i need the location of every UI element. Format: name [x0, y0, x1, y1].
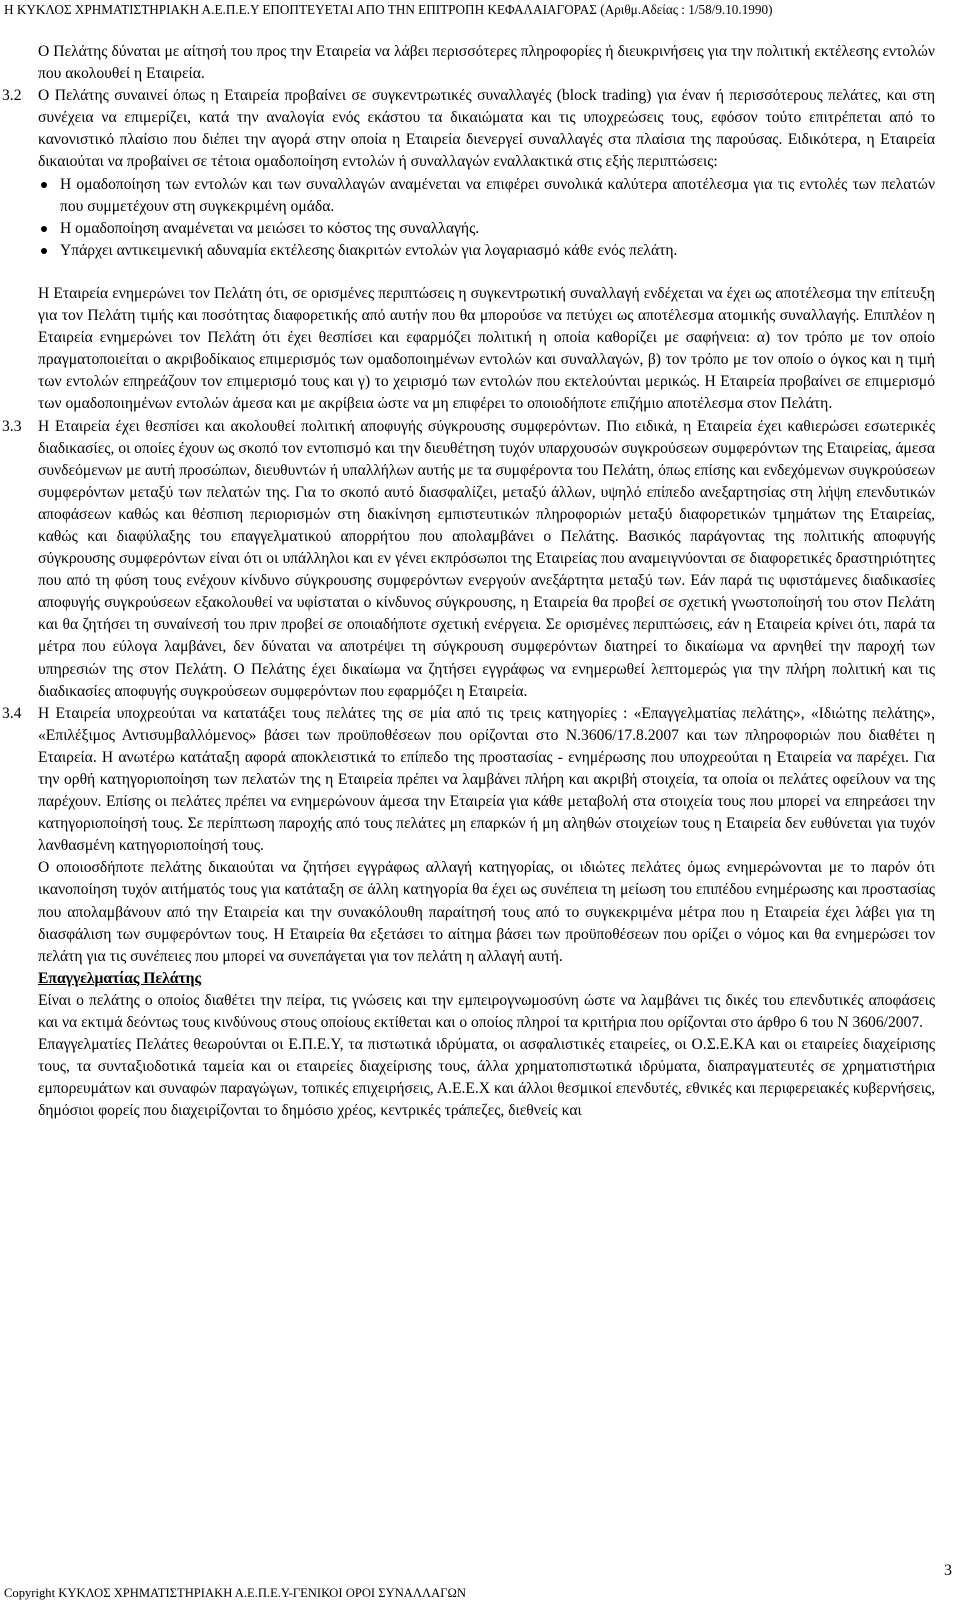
- section-paragraph: Η Εταιρεία έχει θεσπίσει και ακολουθεί πολιτική αποφυγής σύγκρουσης συμφερόντων. Πιο ειδικά, η Εταιρεία έχει καθιερώσει εσωτερικές διαδικασίες, οι οποίες έχουν ως σκοπό τον εντοπισμό και την διευθέτηση τυχόν υπαρχουσών συγκρούσεων συμφερόντων της Εταιρείας, άμεσα συνδεόμενων με αυτή προσώπων, διευθυντών ή υπαλλήλων αυτής με τα συμφέροντα του Πελάτη, όπως επίσης και ενδεχόμενων συγκρούσεων συμφερόντων μεταξύ των πελατών της. Για το σκοπό αυτό διασφαλίζει, μεταξύ άλλων, υψηλό επίπεδο ανεξαρτησίας στη λήψη επενδυτικών αποφάσεων καθώς και θέσπιση περιορισμών στη διακίνηση εμπιστευτικών πληροφοριών μεταξύ διαφορετικών τμημάτων της Εταιρείας, καθώς και διαφύλαξης του επαγγελματικού απορρήτου που απολαμβάνει ο Πελάτης. Βασικός παράγοντας της πολιτικής αποφυγής σύγκρουσης συμφερόντων είναι ότι οι υπάλληλοι και εν γένει εκπρόσωποι της Εταιρείας που αναμειγνύονται σε διαφορετικές δραστηριότητες που από τη φύση τους ενέχουν κίνδυνο σύγκρουσης συμφερόντων ενεργούν ανεξάρτητα μεταξύ των. Εάν παρά τις υφιστάμενες διαδικασίες αποφυγής συγκρούσεων εξακολουθεί να υφίσταται ο κίνδυνος σύγκρουσης, η Εταιρεία θα προβεί σε σχετική γνωστοποίησή του στον Πελάτη και θα ζητήσει τη συναίνεσή του πριν προβεί σε οποιαδήποτε σχετική ενέργεια. Σε ορισμένες περιπτώσεις, εάν η Εταιρεία κρίνει ότι, παρά τα μέτρα που εύλογα λαμβάνει, δεν δύναται να αποτρέψει τη σύγκρουση συμφερόντων διατηρεί το δικαίωμα να αρνηθεί την παροχή των υπηρεσιών της στον Πελάτη. Ο Πελάτης έχει δικαίωμα να ζητήσει εγγράφως να ενημερωθεί λεπτομερώς για την πλήρη πολιτική και τις διαδικασίες αποφυγής συγκρούσεων συμφερόντων που εφαρμόζει η Εταιρεία.: [38, 417, 935, 700]
- section-paragraph: Η Εταιρεία ενημερώνει τον Πελάτη ότι, σε ορισμένες περιπτώσεις η συγκεντρωτική συναλλαγή ενδέχεται να έχει ως αποτέλεσμα την επίτευξη για τον Πελάτη τιμής και ποσότητας διαφορετικής από αυτήν που θα μπορούσε να πετύχει ως αποτέλεσμα ατομικής συναλλαγής. Επιπλέον η Εταιρεία ενημερώνει τον Πελάτη ότι έχει θεσπίσει και εφαρμόζει πολιτική η οποία καθορίζει με σαφήνεια: α) τον τρόπο με τον οποίο πραγματοποιείται ο ακριβοδίκαιος επιμερισμός των ομαδοποιημένων εντολών και συναλλαγών, β) τον τρόπο με τον οποίο ο όγκος και η τιμή των εντολών επηρεάζουν τον επιμερισμό τους και γ) το χειρισμό των εντολών που εκτελούνται μερικώς. Η Εταιρεία προβαίνει σε επιμερισμό των ομαδοποιημένων εντολών άμεσα και με ακρίβεια ώστε να μη επιφέρει το οποιοδήποτε επιζήμιο αποτέλεσμα στον Πελάτη.: [38, 284, 935, 413]
- section-paragraph: Ο οποιοσδήποτε πελάτης δικαιούται να ζητήσει εγγράφως αλλαγή κατηγορίας, οι ιδιώτες πελάτες όμως ενημερώνονται με το παρόν ότι ικανοποίηση τυχόν αιτήματός τους για κατάταξη σε άλλη κατηγορία θα έχει ως συνέπεια τη μείωση του επιπέδου ενημέρωσης και προστασίας που απολαμβάνουν από την Εταιρεία και την συνακόλουθη παραίτησή τους από το συγκεκριμένα μέτρα που η Εταιρεία έχει λάβει για τη διασφάλιση των συμφερόντων τους. Η Εταιρεία θα εξετάσει το αίτημα βάσει των προϋποθέσεων που ορίζει ο νόμος και θα ενημερώσει τον πελάτη για τις συνέπειες που μπορεί να συνεπάγεται για τον πελάτη η αλλαγή αυτή.: [38, 859, 935, 965]
- section-number: 3.4: [2, 704, 22, 722]
- subsection-heading: Επαγγελματίας Πελάτης: [38, 969, 202, 987]
- list-item: Η ομαδοποίηση αναμένεται να μειώσει το κόστος της συναλλαγής.: [38, 218, 935, 240]
- intro-paragraph: Ο Πελάτης δύναται με αίτησή του προς την Εταιρεία να λάβει περισσότερες πληροφορίες ή διευκρινήσεις για την πολιτική εκτέλεσης εντολών που ακολουθεί η Εταιρεία.: [38, 43, 935, 83]
- page-footer: Copyright ΚΥΚΛΟΣ ΧΡΗΜΑΤΙΣΤΗΡΙΑΚΗ Α.Ε.Π.Ε.Υ-ΓΕΝΙΚΟΙ ΟΡΟΙ ΣΥΝΑΛΛΑΓΩΝ: [4, 1586, 466, 1600]
- section-paragraph: Επαγγελματίες Πελάτες θεωρούνται οι Ε.Π.Ε.Υ, τα πιστωτικά ιδρύματα, οι ασφαλιστικές εταιρείες, οι Ο.Σ.Ε.ΚΑ και οι εταιρείες διαχείρισης τους, τα συνταξιοδοτικά ταμεία και οι εταιρείες διαχείρισης τους, άλλα χρηματοπιστωτικά ιδρύματα, διαπραγματευτές σε χρηματιστήρια εμπορευμάτων και συναφών παραγώγων, τοπικές επιχειρήσεις, Α.Ε.Ε.Χ και άλλοι θεσμικοί επενδυτές, εθνικές και περιφερειακές κυβερνήσεις, δημόσιοι φορείς που διαχειρίζονται το δημόσιο χρέος, κεντρικές τράπεζες, διεθνείς και: [38, 1036, 935, 1120]
- section-3-3: [2, 416, 935, 703]
- section-number: 3.3: [2, 417, 22, 435]
- page-header: Η ΚΥΚΛΟΣ ΧΡΗΜΑΤΙΣΤΗΡΙΑΚΗ Α.Ε.Π.Ε.Υ ΕΠΟΠΤΕΥΕΤΑΙ ΑΠΟ ΤΗΝ ΕΠΙΤΡΟΠΗ ΚΕΦΑΛΑΙΑΓΟΡΑΣ (Αριθμ.Αδείας : 1/58/9.10.1990): [4, 2, 773, 17]
- section-paragraph: Η Εταιρεία υποχρεούται να κατατάξει τους πελάτες της σε μία από τις τρεις κατηγορίες : «Επαγγελματίας πελάτης», «Ιδιώτης πελάτης», «Επιλέξιμος Αντισυμβαλλόμενος» βάσει των προϋποθέσεων που ορίζονται στο Ν.3606/17.8.2007 και των πληροφοριών που διαθέτει η Εταιρεία. Η ανωτέρω κατάταξη αφορά αποκλειστικά το επίπεδο της προστασίας - ενημέρωσης που υποχρεούται η Εταιρεία να παρέχει. Για την ορθή κατηγοριοποίηση των πελατών της η Εταιρεία πρέπει να λαμβάνει πλήρη και ακριβή στοιχεία, τα οποία οι πελάτες οφείλουν να της παρέχουν. Επίσης οι πελάτες πρέπει να ενημερώνουν άμεσα την Εταιρεία για κάθε μεταβολή στα στοιχεία τους που μπορεί να επηρεάσει την κατηγοριοποίησή τους. Σε περίπτωση παροχής από τους πελάτες μη επαρκών ή μη αληθών στοιχείων τους η Εταιρεία δεν ευθύνεται για τυχόν λανθασμένη κατηγοριοποίησή τους.: [38, 704, 935, 855]
- section-paragraph: Είναι ο πελάτης ο οποίος διαθέτει την πείρα, τις γνώσεις και την εμπειρογνωμοσύνη ώστε να λαμβάνει τις δικές του επενδυτικές αποφάσεις και να εκτιμά δεόντως τους κινδύνους στους οποίους εκτίθεται και ο οποίος πληροί τα κριτήρια που ορίζονται στο άρθρο 6 του Ν 3606/2007.: [38, 991, 935, 1032]
- paragraph-gap: [38, 262, 935, 283]
- list-item: Η ομαδοποίηση των εντολών και των συναλλαγών αναμένεται να επιφέρει συνολικά καλύτερα αποτέλεσμα για τις εντολές των πελατών που συμμετέχουν στη συγκεκριμένη ομάδα.: [38, 174, 935, 218]
- section-3-4: [2, 703, 935, 1123]
- section-3-2: [2, 85, 935, 415]
- bullet-list: [38, 174, 935, 262]
- page-number: 3: [944, 1562, 952, 1579]
- section-paragraph: Ο Πελάτης συναινεί όπως η Εταιρεία προβαίνει σε συγκεντρωτικές συναλλαγές (block trading) για έναν ή περισσότερους πελάτες, και στη συνέχεια να επιμερίζει, κατά την αναλογία ενός εκάστου τα δικαιώματα και τις υποχρεώσεις τους, εφόσον τούτο επιτρέπεται από το κανονιστικό πλαίσιο που διέπει την αγορά στην οποία η Εταιρεία διενεργεί συναλλαγές στα πλαίσια της παρούσας. Ειδικότερα, η Εταιρεία δικαιούται να προβαίνει σε τέτοια ομαδοποίηση εντολών ή συναλλαγών εναλλακτικά στις εξής περιπτώσεις:: [38, 87, 935, 171]
- document-body: [2, 41, 935, 1123]
- list-item: Υπάρχει αντικειμενική αδυναμία εκτέλεσης διακριτών εντολών για λογαριασμό κάθε ενός πελάτη.: [38, 240, 935, 262]
- section-number: 3.2: [2, 87, 22, 105]
